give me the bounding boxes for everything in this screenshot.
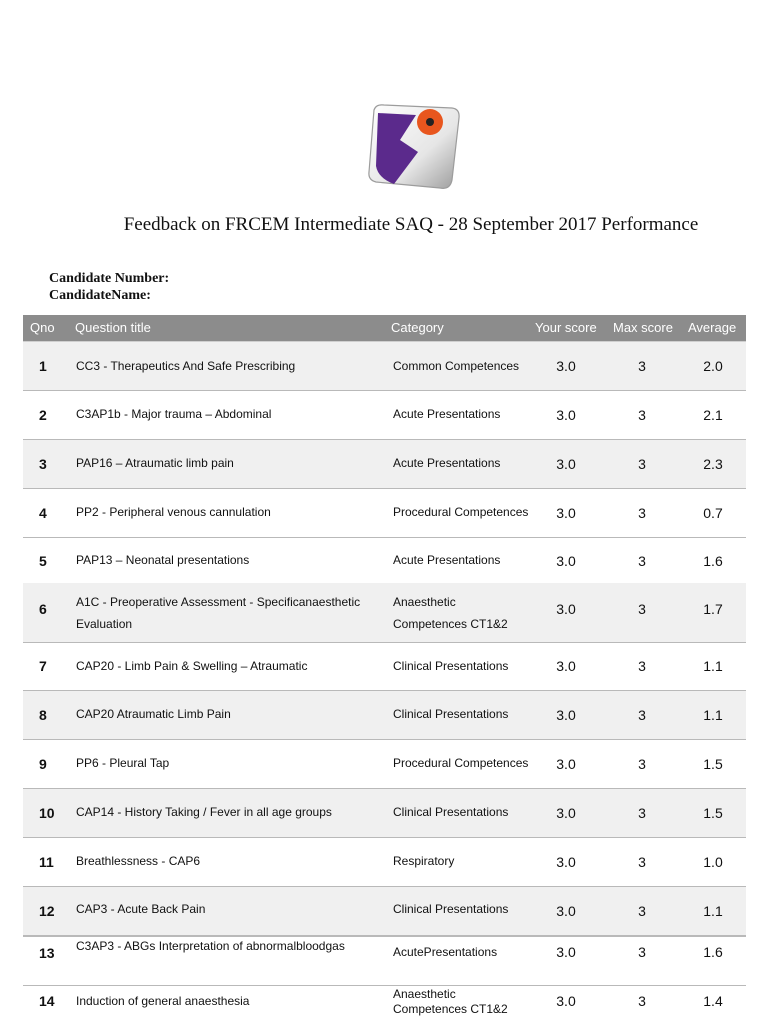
- table-row: [23, 440, 746, 489]
- college-logo: [364, 100, 464, 195]
- table-row: [23, 838, 746, 887]
- row-average: 1.1: [703, 903, 723, 919]
- row-category: Acute Presentations: [393, 553, 501, 567]
- header-qno: Qno: [30, 320, 55, 335]
- row-question-title-line2: Evaluation: [76, 617, 133, 631]
- row-average: 2.1: [703, 407, 723, 423]
- row-category: Clinical Presentations: [393, 707, 509, 721]
- row-your-score: 3.0: [556, 756, 576, 772]
- table-row: [23, 740, 746, 789]
- row-question-title: PAP13 – Neonatal presentations: [76, 553, 250, 567]
- row-qno: 1: [39, 358, 47, 374]
- row-question-title: CAP3 - Acute Back Pain: [76, 902, 206, 916]
- row-category: Procedural Competences: [393, 756, 529, 770]
- table-row: [23, 887, 746, 936]
- row-category: Acute Presentations: [393, 407, 501, 421]
- table-row: [23, 691, 746, 740]
- row-your-score: 3.0: [556, 553, 576, 569]
- row-question-title: CAP14 - History Taking / Fever in all age groups: [76, 805, 332, 819]
- row-max-score: 3: [638, 707, 646, 723]
- row-average: 1.5: [703, 805, 723, 821]
- row-question-title: C3AP1b - Major trauma – Abdominal: [76, 407, 272, 421]
- row-max-score: 3: [638, 407, 646, 423]
- table-row: [23, 391, 746, 440]
- row-question-title: CAP20 - Limb Pain & Swelling – Atraumatic: [76, 659, 308, 673]
- row-max-score: 3: [638, 601, 646, 617]
- row-max-score: 3: [638, 993, 646, 1009]
- row-your-score: 3.0: [556, 854, 576, 870]
- row-your-score: 3.0: [556, 456, 576, 472]
- header-category: Category: [391, 320, 444, 335]
- row-category-line1: Anaesthetic: [393, 595, 456, 609]
- row-average: 0.7: [703, 505, 723, 521]
- row-qno: 3: [39, 456, 47, 472]
- row-category-line2: Competences CT1&2: [393, 617, 508, 631]
- row-your-score: 3.0: [556, 805, 576, 821]
- row-category: Respiratory: [393, 854, 455, 868]
- row-average: 1.6: [703, 553, 723, 569]
- row-question-title: PAP16 – Atraumatic limb pain: [76, 456, 234, 470]
- row-max-score: 3: [638, 456, 646, 472]
- row-your-score: 3.0: [556, 707, 576, 723]
- row-category: Clinical Presentations: [393, 805, 509, 819]
- row-max-score: 3: [638, 944, 646, 960]
- row-category: Acute Presentations: [393, 456, 501, 470]
- header-question-title: Question title: [75, 320, 151, 335]
- row-your-score: 3.0: [556, 505, 576, 521]
- table-row: [23, 342, 746, 391]
- row-average: 1.5: [703, 756, 723, 772]
- row-qno: 7: [39, 658, 47, 674]
- row-average: 2.0: [703, 358, 723, 374]
- row-qno: 12: [39, 903, 55, 919]
- row-qno: 13: [39, 945, 55, 961]
- header-average: Average: [688, 320, 737, 335]
- row-category: Clinical Presentations: [393, 659, 509, 673]
- row-max-score: 3: [638, 505, 646, 521]
- row-question-title-line1: A1C - Preoperative Assessment - Specificanaesthetic: [76, 595, 361, 609]
- table-row: [23, 985, 746, 1024]
- row-max-score: 3: [638, 358, 646, 374]
- row-your-score: 3.0: [556, 993, 576, 1009]
- row-question-title: PP6 - Pleural Tap: [76, 756, 170, 770]
- row-your-score: 3.0: [556, 358, 576, 374]
- row-question-title: CC3 - Therapeutics And Safe Prescribing: [76, 359, 296, 373]
- row-average: 2.3: [703, 456, 723, 472]
- row-average: 1.1: [703, 707, 723, 723]
- row-qno: 9: [39, 756, 47, 772]
- row-average: 1.6: [703, 944, 723, 960]
- row-max-score: 3: [638, 658, 646, 674]
- row-average: 1.7: [703, 601, 723, 617]
- row-max-score: 3: [638, 756, 646, 772]
- row-average: 1.1: [703, 658, 723, 674]
- row-qno: 10: [39, 805, 55, 821]
- row-qno: 14: [39, 993, 55, 1009]
- row-qno: 4: [39, 505, 47, 521]
- row-category: AcutePresentations: [393, 945, 498, 959]
- row-average: 1.4: [703, 993, 723, 1009]
- row-question-title: Induction of general anaesthesia: [76, 994, 250, 1008]
- page-title: Feedback on FRCEM Intermediate SAQ - 28 September 2017 Performance: [123, 214, 699, 235]
- row-question-title: Breathlessness - CAP6: [76, 854, 201, 868]
- header-your-score: Your score: [535, 320, 597, 335]
- row-category-line2: Competences CT1&2: [393, 1002, 508, 1016]
- row-question-title: PP2 - Peripheral venous cannulation: [76, 505, 271, 519]
- table-row: [23, 583, 746, 643]
- row-your-score: 3.0: [556, 658, 576, 674]
- table-row: [23, 538, 746, 582]
- row-max-score: 3: [638, 805, 646, 821]
- row-category: Procedural Competences: [393, 505, 529, 519]
- table-row: [23, 789, 746, 838]
- row-category: Clinical Presentations: [393, 902, 509, 916]
- table-row: [23, 643, 746, 691]
- row-average: 1.0: [703, 854, 723, 870]
- header-max-score: Max score: [613, 320, 673, 335]
- candidate-name-label: CandidateName:: [49, 288, 151, 303]
- row-max-score: 3: [638, 854, 646, 870]
- row-qno: 2: [39, 407, 47, 423]
- row-your-score: 3.0: [556, 944, 576, 960]
- row-qno: 8: [39, 707, 47, 723]
- row-category: Common Competences: [393, 359, 520, 373]
- row-qno: 6: [39, 601, 47, 617]
- row-question-title: C3AP3 - ABGs Interpretation of abnormalbloodgas: [76, 939, 345, 953]
- row-qno: 11: [39, 854, 54, 870]
- table-header: [23, 315, 746, 342]
- row-your-score: 3.0: [556, 601, 576, 617]
- row-your-score: 3.0: [556, 903, 576, 919]
- table-row: [23, 936, 746, 986]
- candidate-number-label: Candidate Number:: [49, 271, 170, 286]
- row-your-score: 3.0: [556, 407, 576, 423]
- row-category-line1: Anaesthetic: [393, 987, 456, 1001]
- row-question-title: CAP20 Atraumatic Limb Pain: [76, 707, 231, 721]
- table-row: [23, 489, 746, 538]
- row-max-score: 3: [638, 553, 646, 569]
- row-max-score: 3: [638, 903, 646, 919]
- row-qno: 5: [39, 553, 47, 569]
